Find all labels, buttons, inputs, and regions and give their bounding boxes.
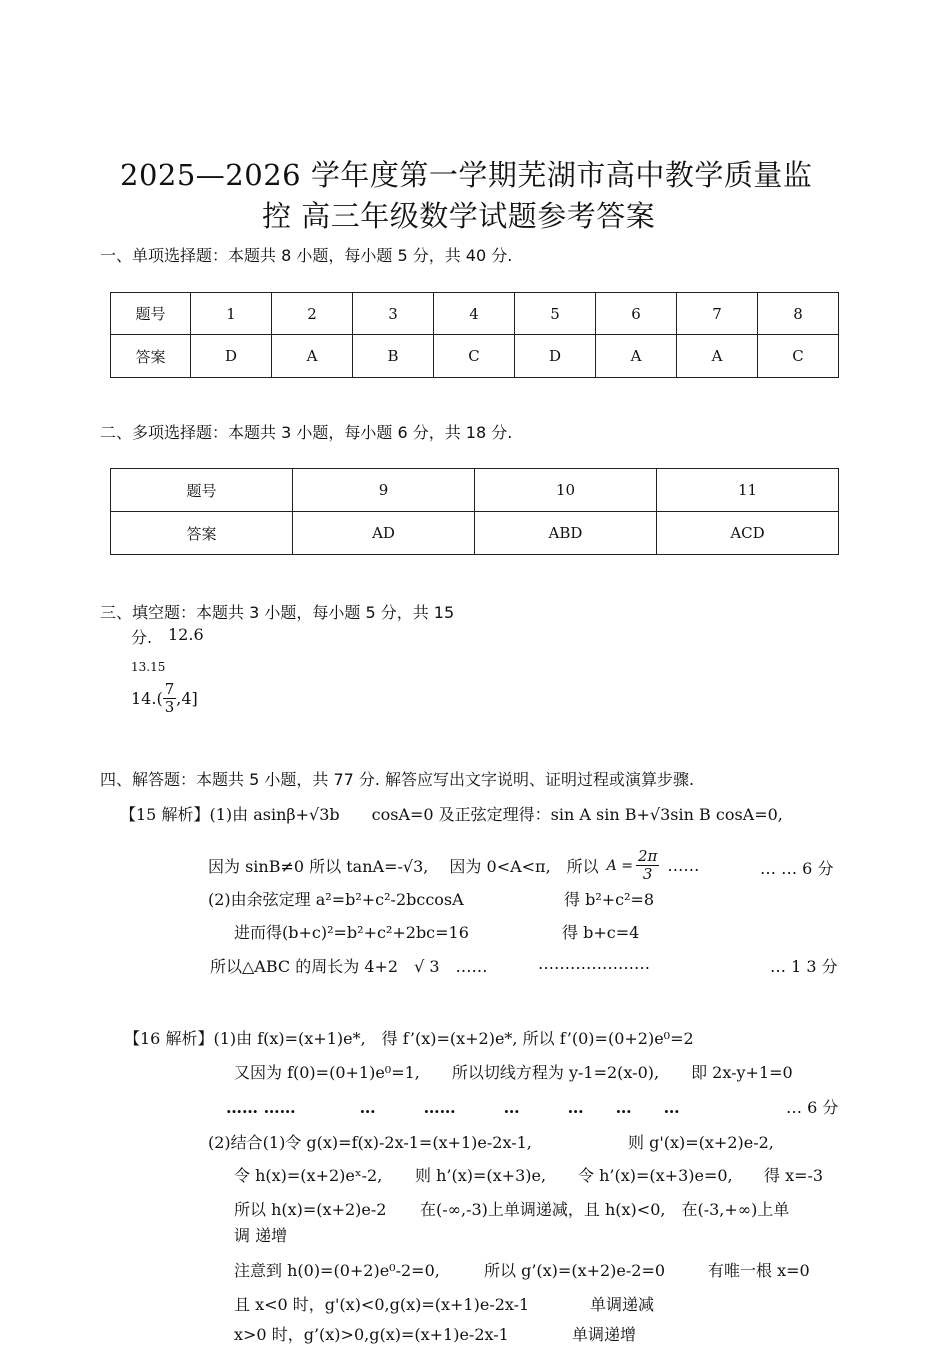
q15-line5: 所以△ABC 的周长为 4+2 √ 3 …… [210,957,488,976]
question-number: 6 [596,293,677,335]
section2-heading: 二、多项选择题：本题共 3 小题，每小题 6 分，共 18 分. [100,423,513,442]
q15-line2 [208,848,699,883]
leader-dots: …… [667,856,700,875]
table-row-answers [111,335,839,378]
answer-12: 12.6 [168,625,204,644]
question-number: 4 [434,293,515,335]
answer-cell: B [353,335,434,378]
question-number: 8 [758,293,839,335]
q15-line3-result: 得 b²+c²=8 [564,890,655,909]
q16-line6: 所以 h(x)=(x+2)e-2 [234,1200,387,1219]
q16-line10-b: 单调递增 [572,1325,637,1344]
answer-cell: D [191,335,272,378]
question-number: 5 [515,293,596,335]
q16-line5-b: 则 h’(x)=(x+3)e, [415,1166,547,1185]
q16-line4: (2)结合(1)令 g(x)=f(x)-2x-1=(x+1)e-2x-1, [208,1133,532,1152]
table-row-questions [111,293,839,335]
question-number: 3 [353,293,434,335]
answer-cell: ABD [475,512,657,555]
answer-cell: C [758,335,839,378]
question-number: 9 [293,469,475,512]
question-number: 10 [475,469,657,512]
q16-line8-c: 有唯一根 x=0 [708,1261,810,1280]
fraction [163,681,177,716]
q15-line3: (2)由余弦定理 a²=b²+c²-2bccosA [208,890,464,909]
question-number: 11 [657,469,839,512]
q15-line4-result: 得 b+c=4 [562,923,640,942]
q16-line1: 【16 解析】(1)由 f(x)=(x+1)e*, 得 f’(x)=(x+2)e*, 所以 f’(0)=(0+2)e⁰=2 [124,1029,694,1048]
score-label: … … 6 分 [760,859,834,878]
row-label-answer: 答案 [111,335,191,378]
section3-heading: 三、填空题：本题共 3 小题，每小题 5 分，共 15 [100,603,455,622]
q16-line9-b: 单调递减 [590,1295,655,1314]
angle-a-expr: A = [606,857,633,874]
table-row-answers [111,512,839,555]
section3-heading-cont: 分. [131,628,153,647]
q16-line8: 注意到 h(0)=(0+2)e⁰-2=0, [234,1261,440,1280]
answer-13: 13.15 [131,660,166,674]
doc-title-line1: 2025—2026 学年度第一学期芜湖市高中教学质量监 [120,158,813,192]
fraction-numerator: 2π [637,847,658,865]
q15-line1: 【15 解析】(1)由 asinβ+√3b cosA=0 及正弦定理得：sin A sin B+√3sin B cosA=0, [120,805,783,824]
row-label-question: 题号 [111,469,293,512]
answer-cell: A [677,335,758,378]
q16-line5-c: 令 h’(x)=(x+3)e=0, [578,1166,733,1185]
q15-line2-text: 因为 sinB≠0 所以 tanA=-√3, 因为 0<A<π, 所以 [208,857,599,876]
q16-line2: 又因为 f(0)=(0+1)e⁰=1, 所以切线方程为 y-1=2(x-0), 即 2x-y+1=0 [234,1063,793,1082]
q16-line8-b: 所以 g’(x)=(x+2)e-2=0 [484,1261,666,1280]
answer-14-suffix: ,4] [176,689,198,708]
leader-dots: …… …… … …… … … … … [226,1098,680,1117]
question-number: 2 [272,293,353,335]
q16-line6-b: 在(-∞,-3)上单调递减，且 h(x)<0, 在(-3,+∞)上单 [420,1200,790,1219]
section4-heading: 四、解答题：本题共 5 小题，共 77 分. 解答应写出文字说明、证明过程或演算步骤. [100,770,695,789]
q16-line4-result: 则 g'(x)=(x+2)e-2, [628,1133,774,1152]
answer-cell: D [515,335,596,378]
table-row-questions [111,469,839,512]
q16-line7: 调 递增 [234,1226,288,1245]
answer-cell: AD [293,512,475,555]
q16-line5-d: 得 x=-3 [764,1166,824,1185]
score-label: … 6 分 [786,1098,839,1117]
score-label: … 1 3 分 [770,957,838,976]
q16-line5: 令 h(x)=(x+2)eˣ-2, [234,1166,383,1185]
answer-14-prefix: 14.( [131,689,163,708]
section1-heading: 一、单项选择题：本题共 8 小题，每小题 5 分，共 40 分. [100,246,513,265]
answer-cell: A [596,335,677,378]
leader-dots: ………………… [538,954,650,973]
row-label-question: 题号 [111,293,191,335]
doc-title-line2: 控 高三年级数学试题参考答案 [262,199,656,233]
fraction-denominator: 3 [164,698,175,716]
fraction [636,848,659,883]
q15-line4: 进而得(b+c)²=b²+c²+2bc=16 [234,923,469,942]
row-label-answer: 答案 [111,512,293,555]
q16-line10: x>0 时，g’(x)>0,g(x)=(x+1)e-2x-1 [234,1325,509,1344]
section2-answer-table [110,468,839,555]
section1-answer-table [110,292,839,378]
question-number: 7 [677,293,758,335]
answer-14 [131,681,198,716]
q16-line9: 且 x<0 时，g'(x)<0,g(x)=(x+1)e-2x-1 [234,1295,530,1314]
fraction-denominator: 3 [642,865,653,883]
question-number: 1 [191,293,272,335]
fraction-numerator: 7 [164,680,175,698]
answer-cell: C [434,335,515,378]
answer-cell: ACD [657,512,839,555]
answer-cell: A [272,335,353,378]
